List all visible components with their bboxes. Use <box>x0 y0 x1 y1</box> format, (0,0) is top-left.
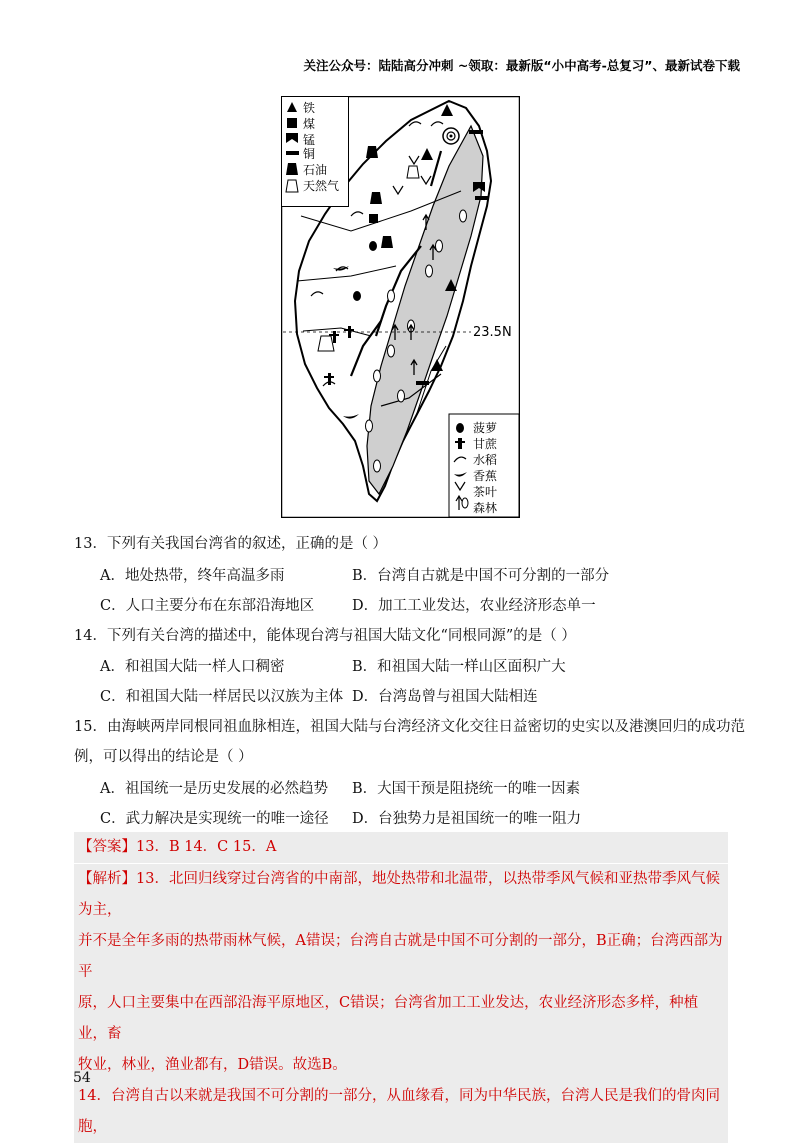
q14-option-b: B．和祖国大陆一样山区面积广大 <box>352 659 566 675</box>
q13-option-d: D．加工工业发达，农业经济形态单一 <box>352 598 596 614</box>
q14-option-d: D．台湾岛曾与祖国大陆相连 <box>352 689 538 705</box>
analysis-line: 原，人口主要集中在西部沿海平原地区，C错误；台湾省加工工业发达，农业经济形态多样，种植业，畜 <box>78 995 699 1042</box>
q15-option-a: A．祖国统一是历史发展的必然趋势 <box>100 781 328 797</box>
legend-banana: 香蕉 <box>473 469 498 483</box>
legend-pineapple: 菠萝 <box>473 421 498 435</box>
legend-iron: 铁 <box>303 101 316 115</box>
analysis-line: 14．台湾自古以来就是我国不可分割的一部分，从血缘看，同为中华民族，台湾人民是我们的骨肉同胞， <box>78 1088 720 1135</box>
q15-option-d: D．台独势力是祖国统一的唯一阻力 <box>352 811 582 827</box>
question-14-stem: 14．下列有关台湾的描述中，能体现台湾与祖国大陆文化“同根同源”的是（ ） <box>74 628 576 644</box>
taiwan-resource-map <box>281 96 520 518</box>
legend-oil: 石油 <box>303 163 328 177</box>
question-15-stem-line2: 例，可以得出的结论是（ ） <box>74 749 253 765</box>
question-13-stem: 13．下列有关我国台湾省的叙述，正确的是（ ） <box>74 536 388 552</box>
q13-option-a: A．地处热带，终年高温多雨 <box>100 568 285 584</box>
legend-forest: 森林 <box>473 501 498 515</box>
analysis-block <box>74 864 728 1143</box>
legend-gas: 天然气 <box>303 179 340 193</box>
q13-option-b: B．台湾自古就是中国不可分割的一部分 <box>352 568 610 584</box>
answer-line: 【答案】13．B 14．C 15．A <box>78 839 277 855</box>
legend-coal: 煤 <box>303 117 316 131</box>
q14-option-c: C．和祖国大陆一样居民以汉族为主体 <box>100 689 344 705</box>
analysis-line: 并不是全年多雨的热带雨林气候，A错误；台湾自古就是中国不可分割的一部分，B正确；台湾西部为平 <box>78 933 723 980</box>
legend-tea: 茶叶 <box>473 485 498 499</box>
page-header: 关注公众号：陆陆高分冲刺 ~领取：最新版“小中高考-总复习”、最新试卷下载 <box>303 58 740 73</box>
legend-rice: 水稻 <box>473 453 498 467</box>
page-number: 54 <box>73 1070 91 1086</box>
analysis-line: 【解析】13．北回归线穿过台湾省的中南部，地处热带和北温带，以热带季风气候和亚热带季风气候为主， <box>78 871 720 918</box>
q15-option-b: B．大国干预是阻挠统一的唯一因素 <box>352 781 581 797</box>
answer-block <box>74 832 728 863</box>
legend-manganese: 锰 <box>303 133 316 147</box>
analysis-line: 牧业，林业，渔业都有，D错误。故选B。 <box>78 1057 347 1073</box>
legend-sugarcane: 甘蔗 <box>473 437 498 451</box>
q13-option-c: C．人口主要分布在东部沿海地区 <box>100 598 315 614</box>
question-15-stem-line1: 15．由海峡两岸同根同祖血脉相连，祖国大陆与台湾经济文化交往日益密切的史实以及港澳回归的成功范 <box>74 719 745 735</box>
legend-copper: 铜 <box>303 147 316 161</box>
q15-option-c: C．武力解决是实现统一的唯一途径 <box>100 811 329 827</box>
latitude-label: 23.5N <box>473 325 512 340</box>
q14-option-a: A．和祖国大陆一样人口稠密 <box>100 659 285 675</box>
